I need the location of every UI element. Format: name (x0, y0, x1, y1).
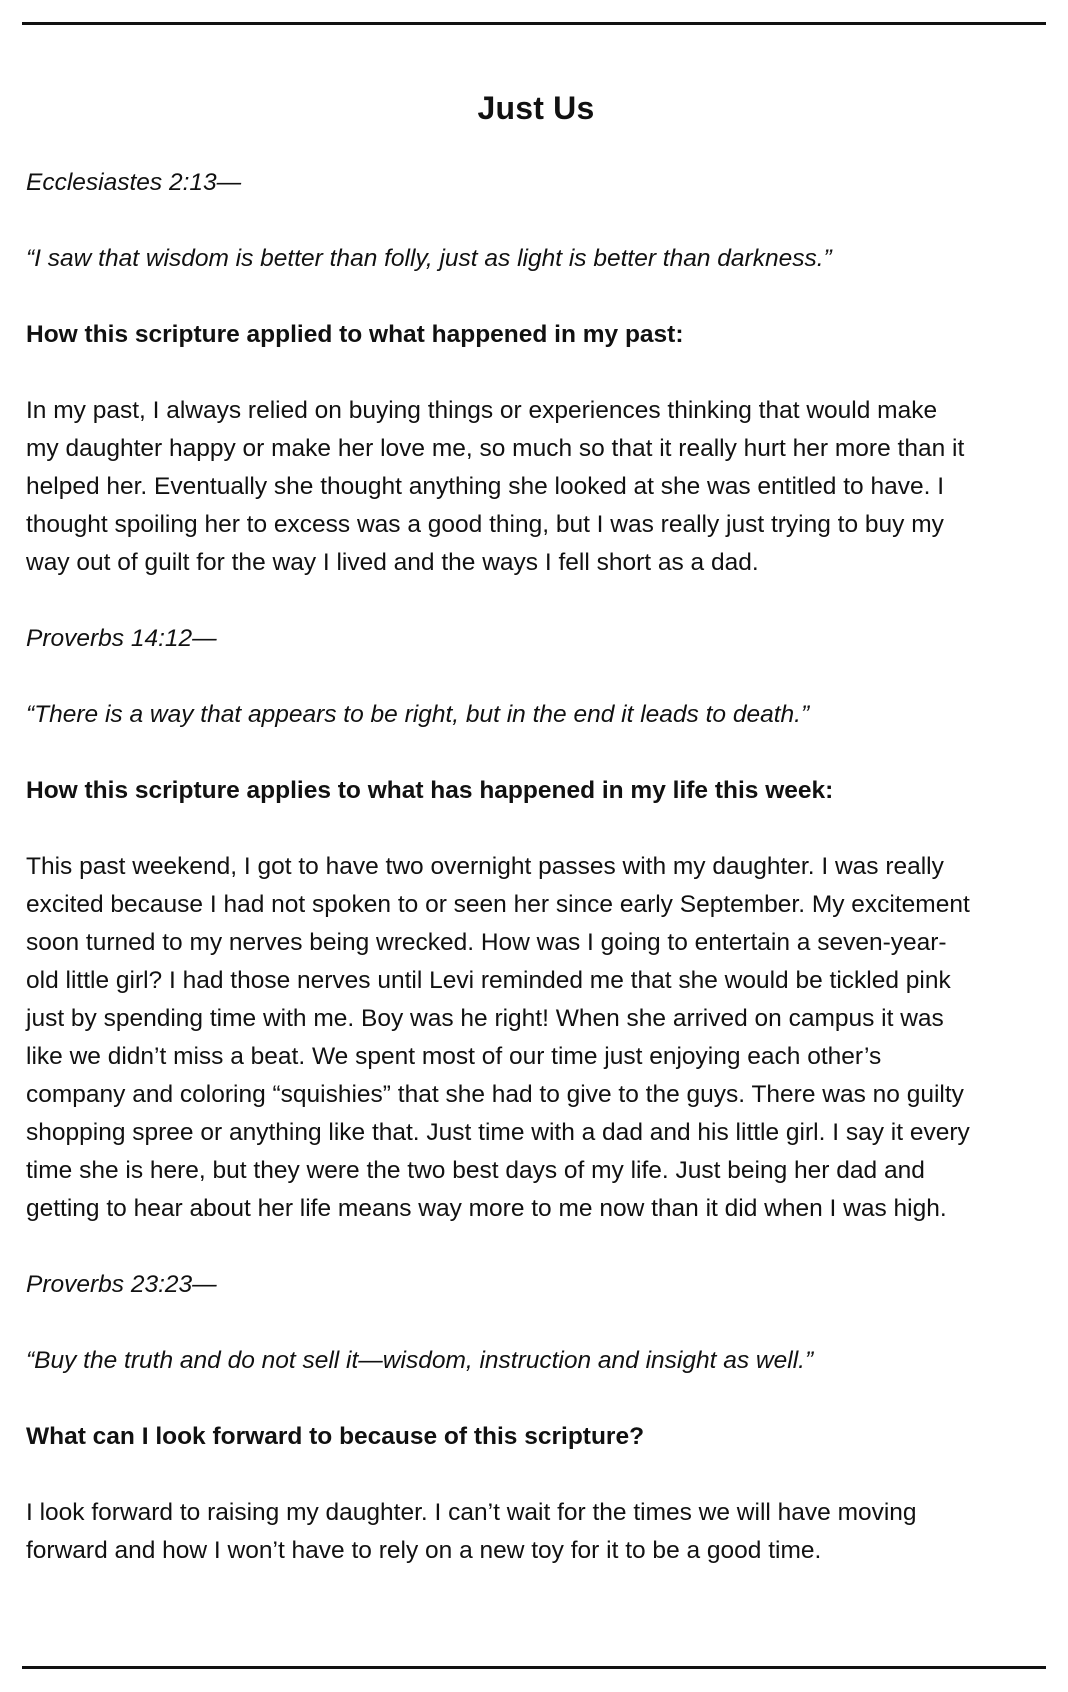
scripture-section-3 (26, 1266, 1046, 1570)
scripture-reference: Ecclesiastes 2:13— (26, 169, 242, 196)
scripture-section-1 (26, 164, 1046, 582)
body-line: forward and how I won’t have to rely on a new toy for it to be a good time. (26, 1537, 822, 1564)
bottom-divider (22, 1666, 1046, 1669)
body-line: like we didn’t miss a beat. We spent most of our time just enjoying each other’s (26, 1043, 882, 1070)
body-line: In my past, I always relied on buying things or experiences thinking that would make (26, 397, 938, 424)
body-line: thought spoiling her to excess was a good thing, but I was really just trying to buy my (26, 511, 944, 538)
scripture-quote: “There is a way that appears to be right, but in the end it leads to death.” (26, 701, 810, 728)
section-heading: What can I look forward to because of this scripture? (26, 1423, 645, 1450)
body-line: shopping spree or anything like that. Just time with a dad and his little girl. I say it every (26, 1119, 970, 1146)
scripture-quote: “I saw that wisdom is better than folly, just as light is better than darkness.” (26, 245, 832, 272)
section-body (26, 1494, 1046, 1570)
top-divider (22, 22, 1046, 25)
body-line: helped her. Eventually she thought anything she looked at she was entitled to have. I (26, 473, 945, 500)
scripture-reference: Proverbs 14:12— (26, 625, 217, 652)
body-line: soon turned to my nerves being wrecked. How was I going to entertain a seven-year- (26, 929, 947, 956)
section-body (26, 392, 1046, 582)
body-line: getting to hear about her life means way more to me now than it did when I was high. (26, 1195, 947, 1222)
body-line: excited because I had not spoken to or seen her since early September. My excitement (26, 891, 970, 918)
section-body (26, 848, 1046, 1228)
body-line: my daughter happy or make her love me, so much so that it really hurt her more than it (26, 435, 965, 462)
body-line: old little girl? I had those nerves until Levi reminded me that she would be tickled pink (26, 967, 951, 994)
scripture-section-2 (26, 620, 1046, 1228)
body-line: This past weekend, I got to have two overnight passes with my daughter. I was really (26, 853, 944, 880)
document-body (26, 80, 1046, 1570)
body-line: company and coloring “squishies” that she had to give to the guys. There was no guilty (26, 1081, 964, 1108)
section-heading: How this scripture applies to what has happened in my life this week: (26, 777, 834, 804)
section-heading: How this scripture applied to what happened in my past: (26, 321, 684, 348)
body-line: way out of guilt for the way I lived and the ways I fell short as a dad. (26, 549, 759, 576)
body-line: I look forward to raising my daughter. I can’t wait for the times we will have moving (26, 1499, 917, 1526)
body-line: just by spending time with me. Boy was he right! When she arrived on campus it was (26, 1005, 944, 1032)
scripture-reference: Proverbs 23:23— (26, 1271, 217, 1298)
scripture-quote: “Buy the truth and do not sell it—wisdom, instruction and insight as well.” (26, 1347, 814, 1374)
body-line: time she is here, but they were the two best days of my life. Just being her dad and (26, 1157, 925, 1184)
page-title: Just Us (477, 90, 595, 126)
